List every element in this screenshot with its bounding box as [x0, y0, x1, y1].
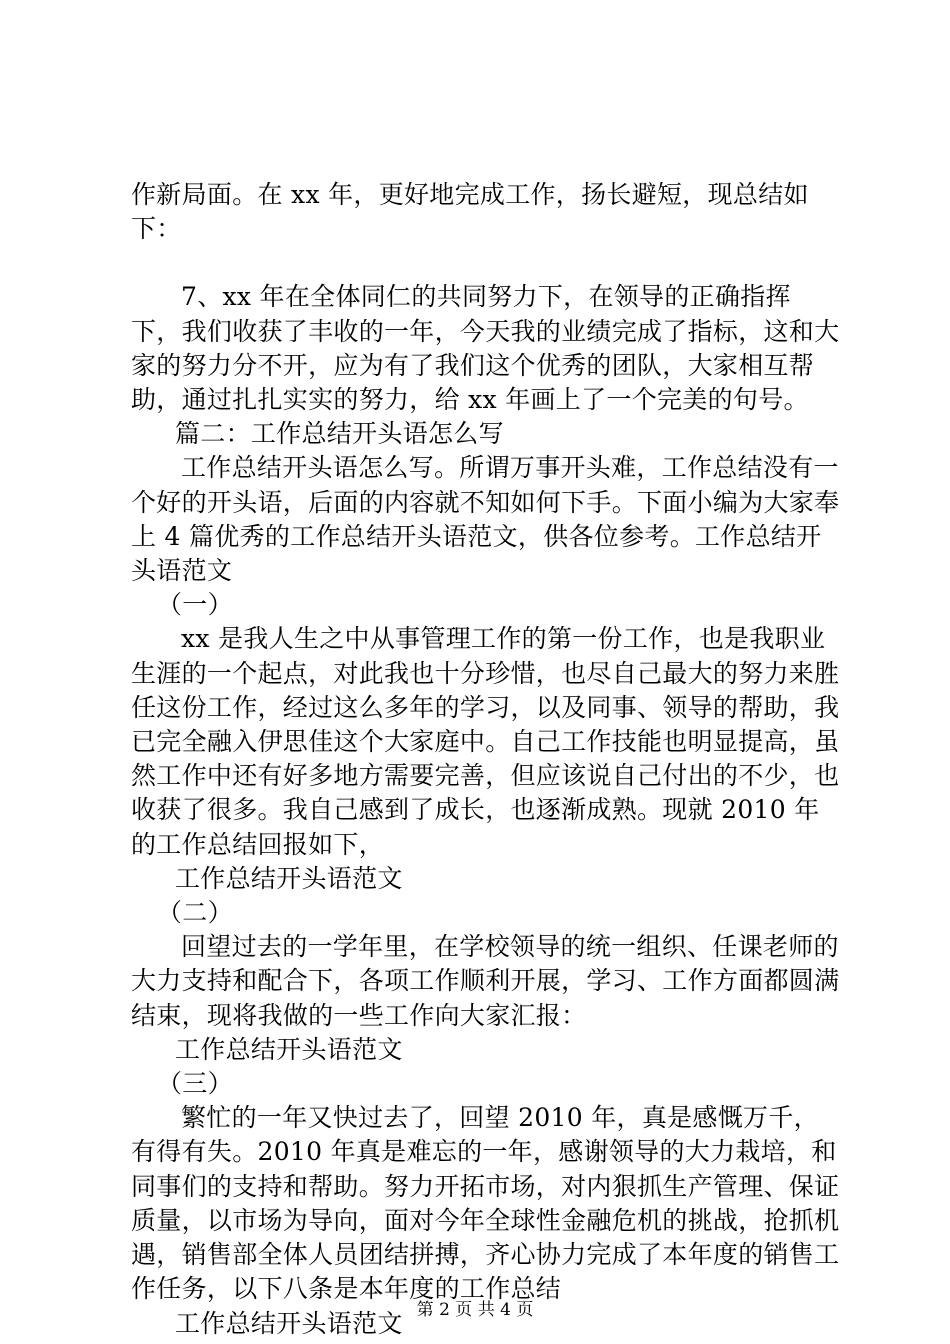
sample-subheading: 工作总结开头语范文 [175, 863, 403, 893]
paragraph-sample-3: 繁忙的一年又快过去了，回望 2010 年，真是感慨万千，有得有失。2010 年真是难忘的一年，感谢领导的大力栽培，和同事们的支持和帮助。努力开拓市场，对内狠抓生产管理、保证质量，以市场为导向，面对今年全球性金融危机的挑战，抢抓机遇，销售部全体人员团结拼搏，齐心协力完成了本年度的销售工作任务，以下八条是本年度的工作总结 [131, 1103, 840, 1304]
page-footer: 第 2 页 共 4 页 [416, 1300, 534, 1320]
paragraph-intro: 工作总结开头语怎么写。所谓万事开头难，工作总结没有一个好的开头语，后面的内容就不知如何下手。下面小编为大家奉上 4 篇优秀的工作总结开头语范文，供各位参考。工作总结开头语范文 [131, 453, 840, 586]
sample-subheading: 工作总结开头语范文 [175, 1034, 403, 1064]
sample-subheading: 工作总结开头语范文 [175, 1308, 403, 1338]
paragraph-continuation: 作新局面。在 xx 年，更好地完成工作，扬长避短，现总结如下： [131, 180, 809, 244]
paragraph-sample-1: xx 是我人生之中从事管理工作的第一份工作，也是我职业生涯的一个起点，对此我也十分珍惜，也尽自己最大的努力来胜任这份工作，经过这么多年的学习，以及同事、领导的帮助，我已完全融入伊思佳这个大家庭中。自己工作技能也明显提高，虽然工作中还有好多地方需要完善，但应该说自己付出的不少，也收获了很多。我自己感到了成长，也逐渐成熟。现就 2010 年的工作总结回报如下， [131, 624, 840, 859]
section-heading: 篇二：工作总结开头语怎么写 [175, 419, 504, 449]
paragraph-sample-2: 回望过去的一学年里，在学校领导的统一组织、任课老师的大力支持和配合下，各项工作顺利开展，学习、工作方面都圆满结束，现将我做的一些工作向大家汇报： [131, 932, 840, 1030]
sample-label-2: （二） [157, 898, 233, 928]
paragraph-item-7: 7、xx 年在全体同仁的共同努力下，在领导的正确指挥下，我们收获了丰收的一年，今天我的业绩完成了指标，这和大家的努力分不开，应为有了我们这个优秀的团队，大家相互帮助，通过扎扎实实的努力，给 xx 年画上了一个完美的句号。 [131, 282, 840, 415]
sample-label-1: （一） [157, 590, 233, 620]
document-body [131, 178, 841, 1341]
sample-label-3: （三） [157, 1069, 233, 1099]
